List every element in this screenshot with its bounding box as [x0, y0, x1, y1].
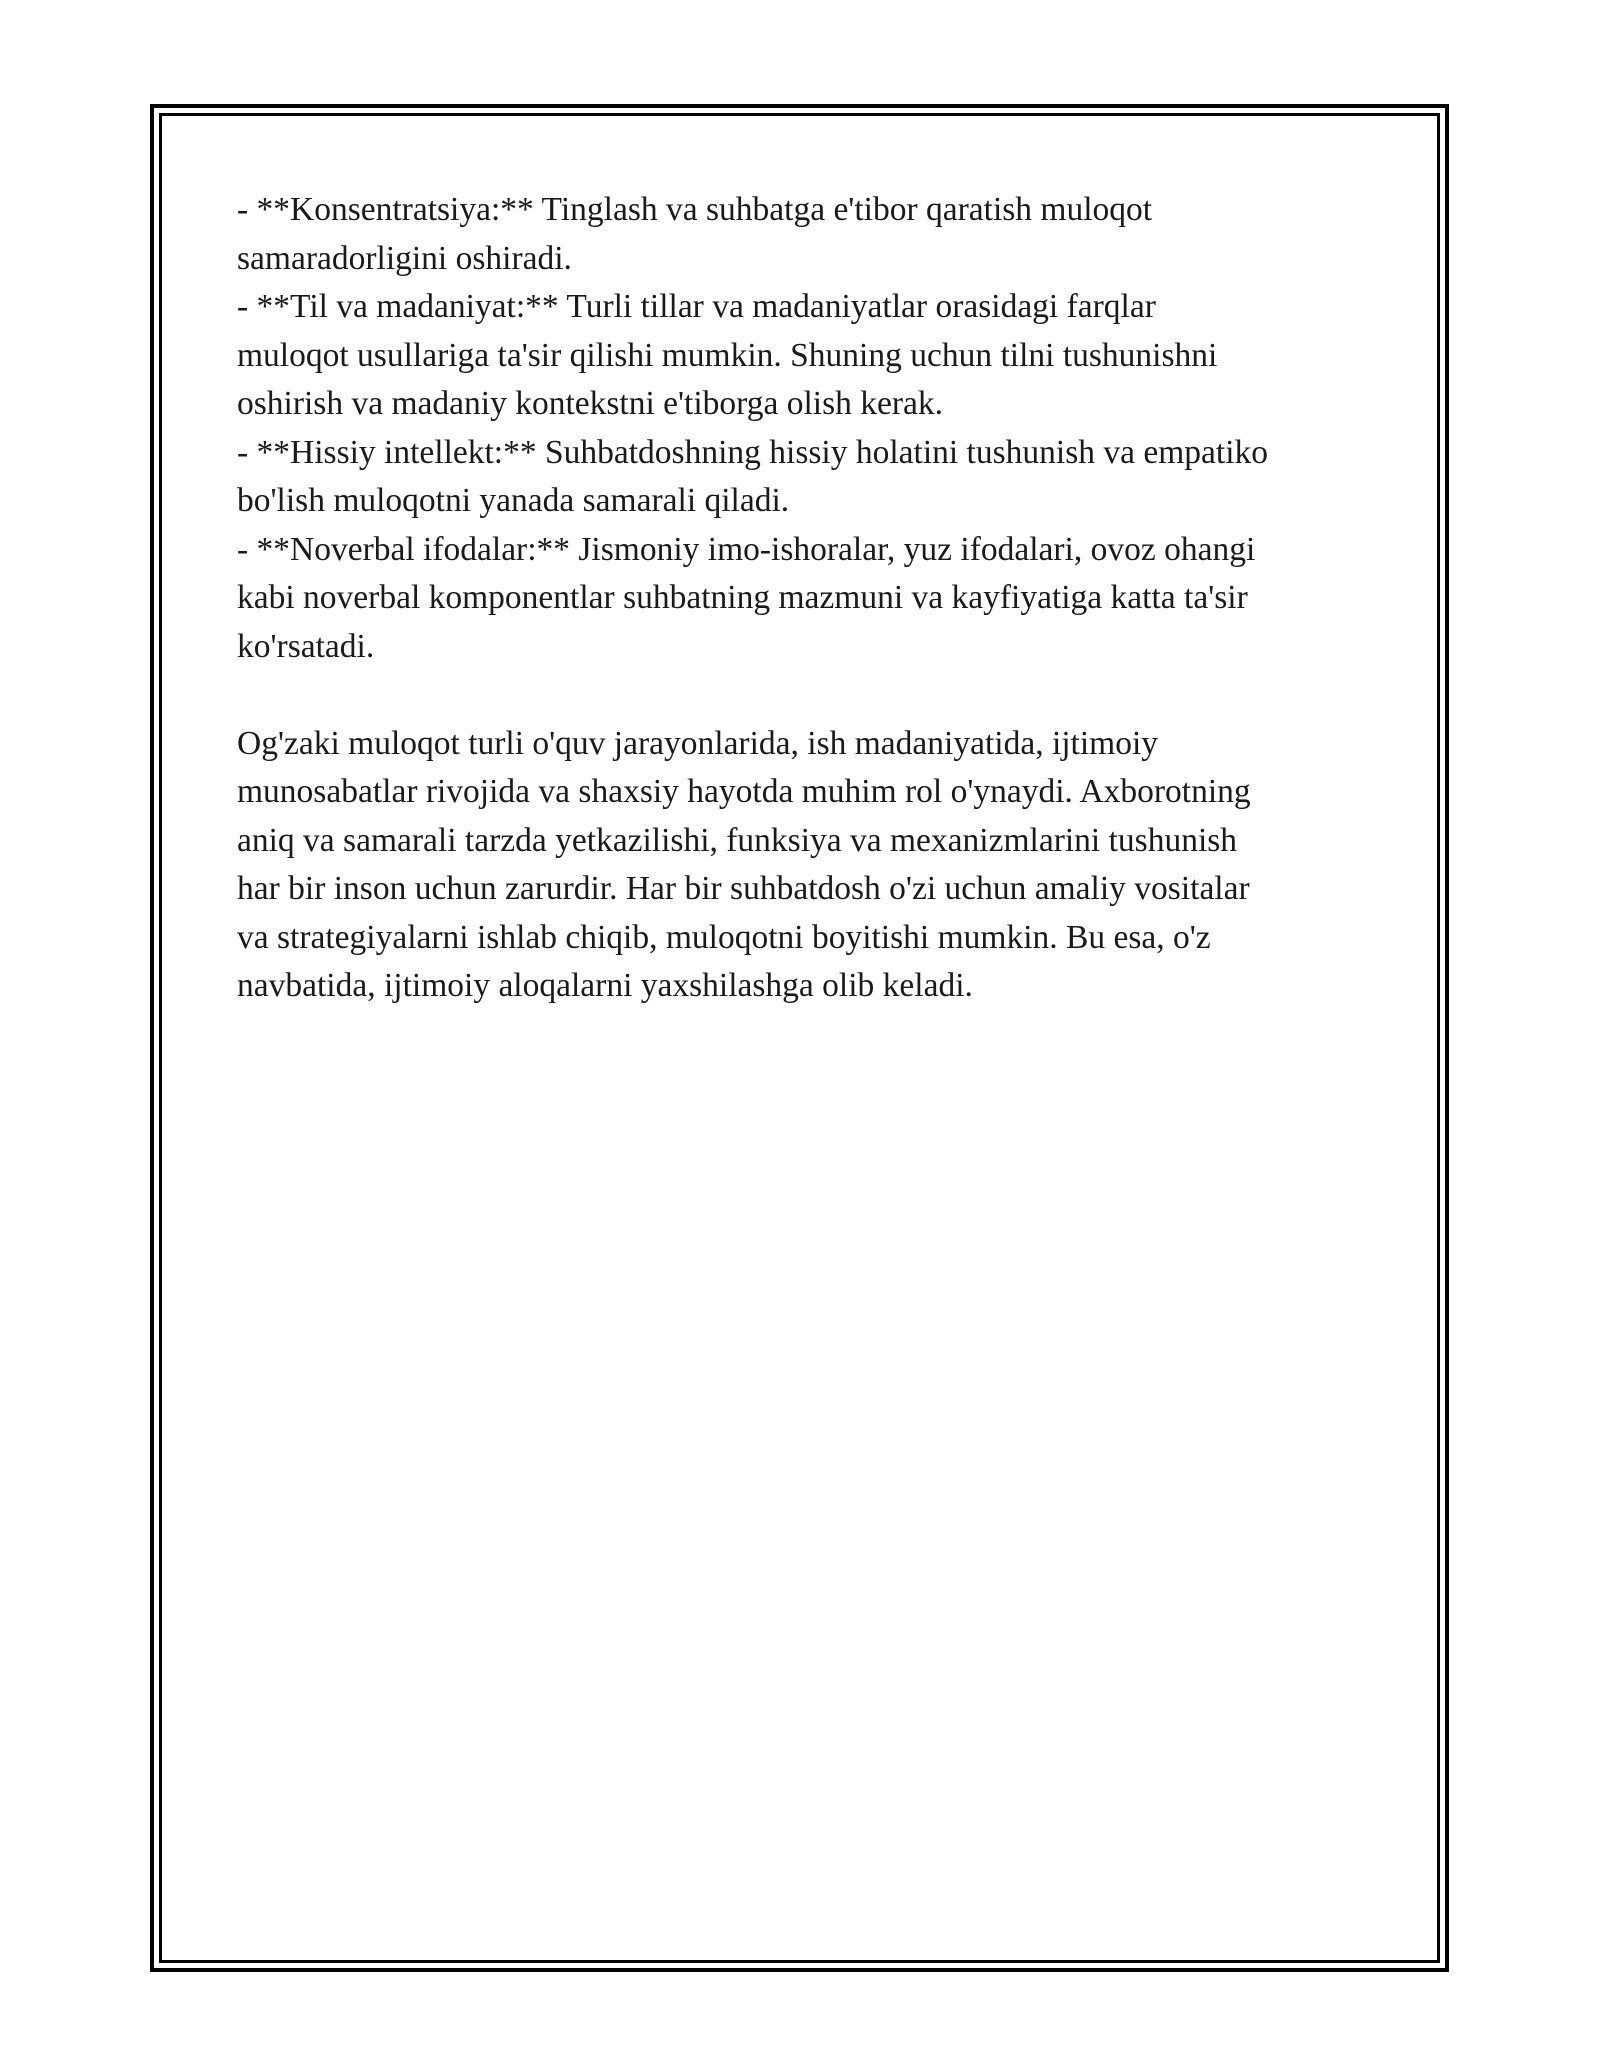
paragraph-spacer [237, 671, 1377, 720]
text-line: oshirish va madaniy kontekstni e'tiborga olish kerak. [237, 385, 944, 422]
text-line: bo'lish muloqotni yanada samarali qiladi. [237, 482, 790, 519]
text-line: - **Til va madaniyat:** Turli tillar va madaniyatlar orasidagi farqlar [237, 288, 1156, 325]
text-line: aniq va samarali tarzda yetkazilishi, funksiya va mexanizmlarini tushunish [237, 821, 1238, 859]
text-line: va strategiyalarni ishlab chiqib, muloqotni boyitishi mumkin. Bu esa, o'z [237, 918, 1211, 956]
text-line: kabi noverbal komponentlar suhbatning mazmuni va kayfiyatiga katta ta'sir [237, 579, 1248, 616]
text-line: samaradorligini oshiradi. [237, 239, 572, 277]
text-line: Og'zaki muloqot turli o'quv jarayonlarida, ish madaniyatida, ijtimoiy [237, 724, 1159, 762]
text-line: navbatida, ijtimoiy aloqalarni yaxshilashga olib keladi. [237, 967, 973, 1004]
document-body [237, 186, 1377, 1011]
text-line: - **Noverbal ifodalar:** Jismoniy imo-ishoralar, yuz ifodalari, ovoz ohangi [237, 530, 1256, 568]
text-line: muloqot usullariga ta'sir qilishi mumkin. Shuning uchun tilni tushunishni [237, 336, 1218, 374]
text-line: munosabatlar rivojida va shaxsiy hayotda muhim rol o'ynaydi. Axborotning [237, 773, 1251, 810]
text-line: - **Konsentratsiya:** Tinglash va suhbatga e'tibor qaratish muloqot [237, 191, 1153, 228]
text-line: ko'rsatadi. [237, 627, 375, 665]
text-line: har bir inson uchun zarurdir. Har bir suhbatdosh o'zi uchun amaliy vositalar [237, 870, 1250, 907]
text-line: - **Hissiy intellekt:** Suhbatdoshning hissiy holatini tushunish va empatiko [237, 433, 1269, 471]
